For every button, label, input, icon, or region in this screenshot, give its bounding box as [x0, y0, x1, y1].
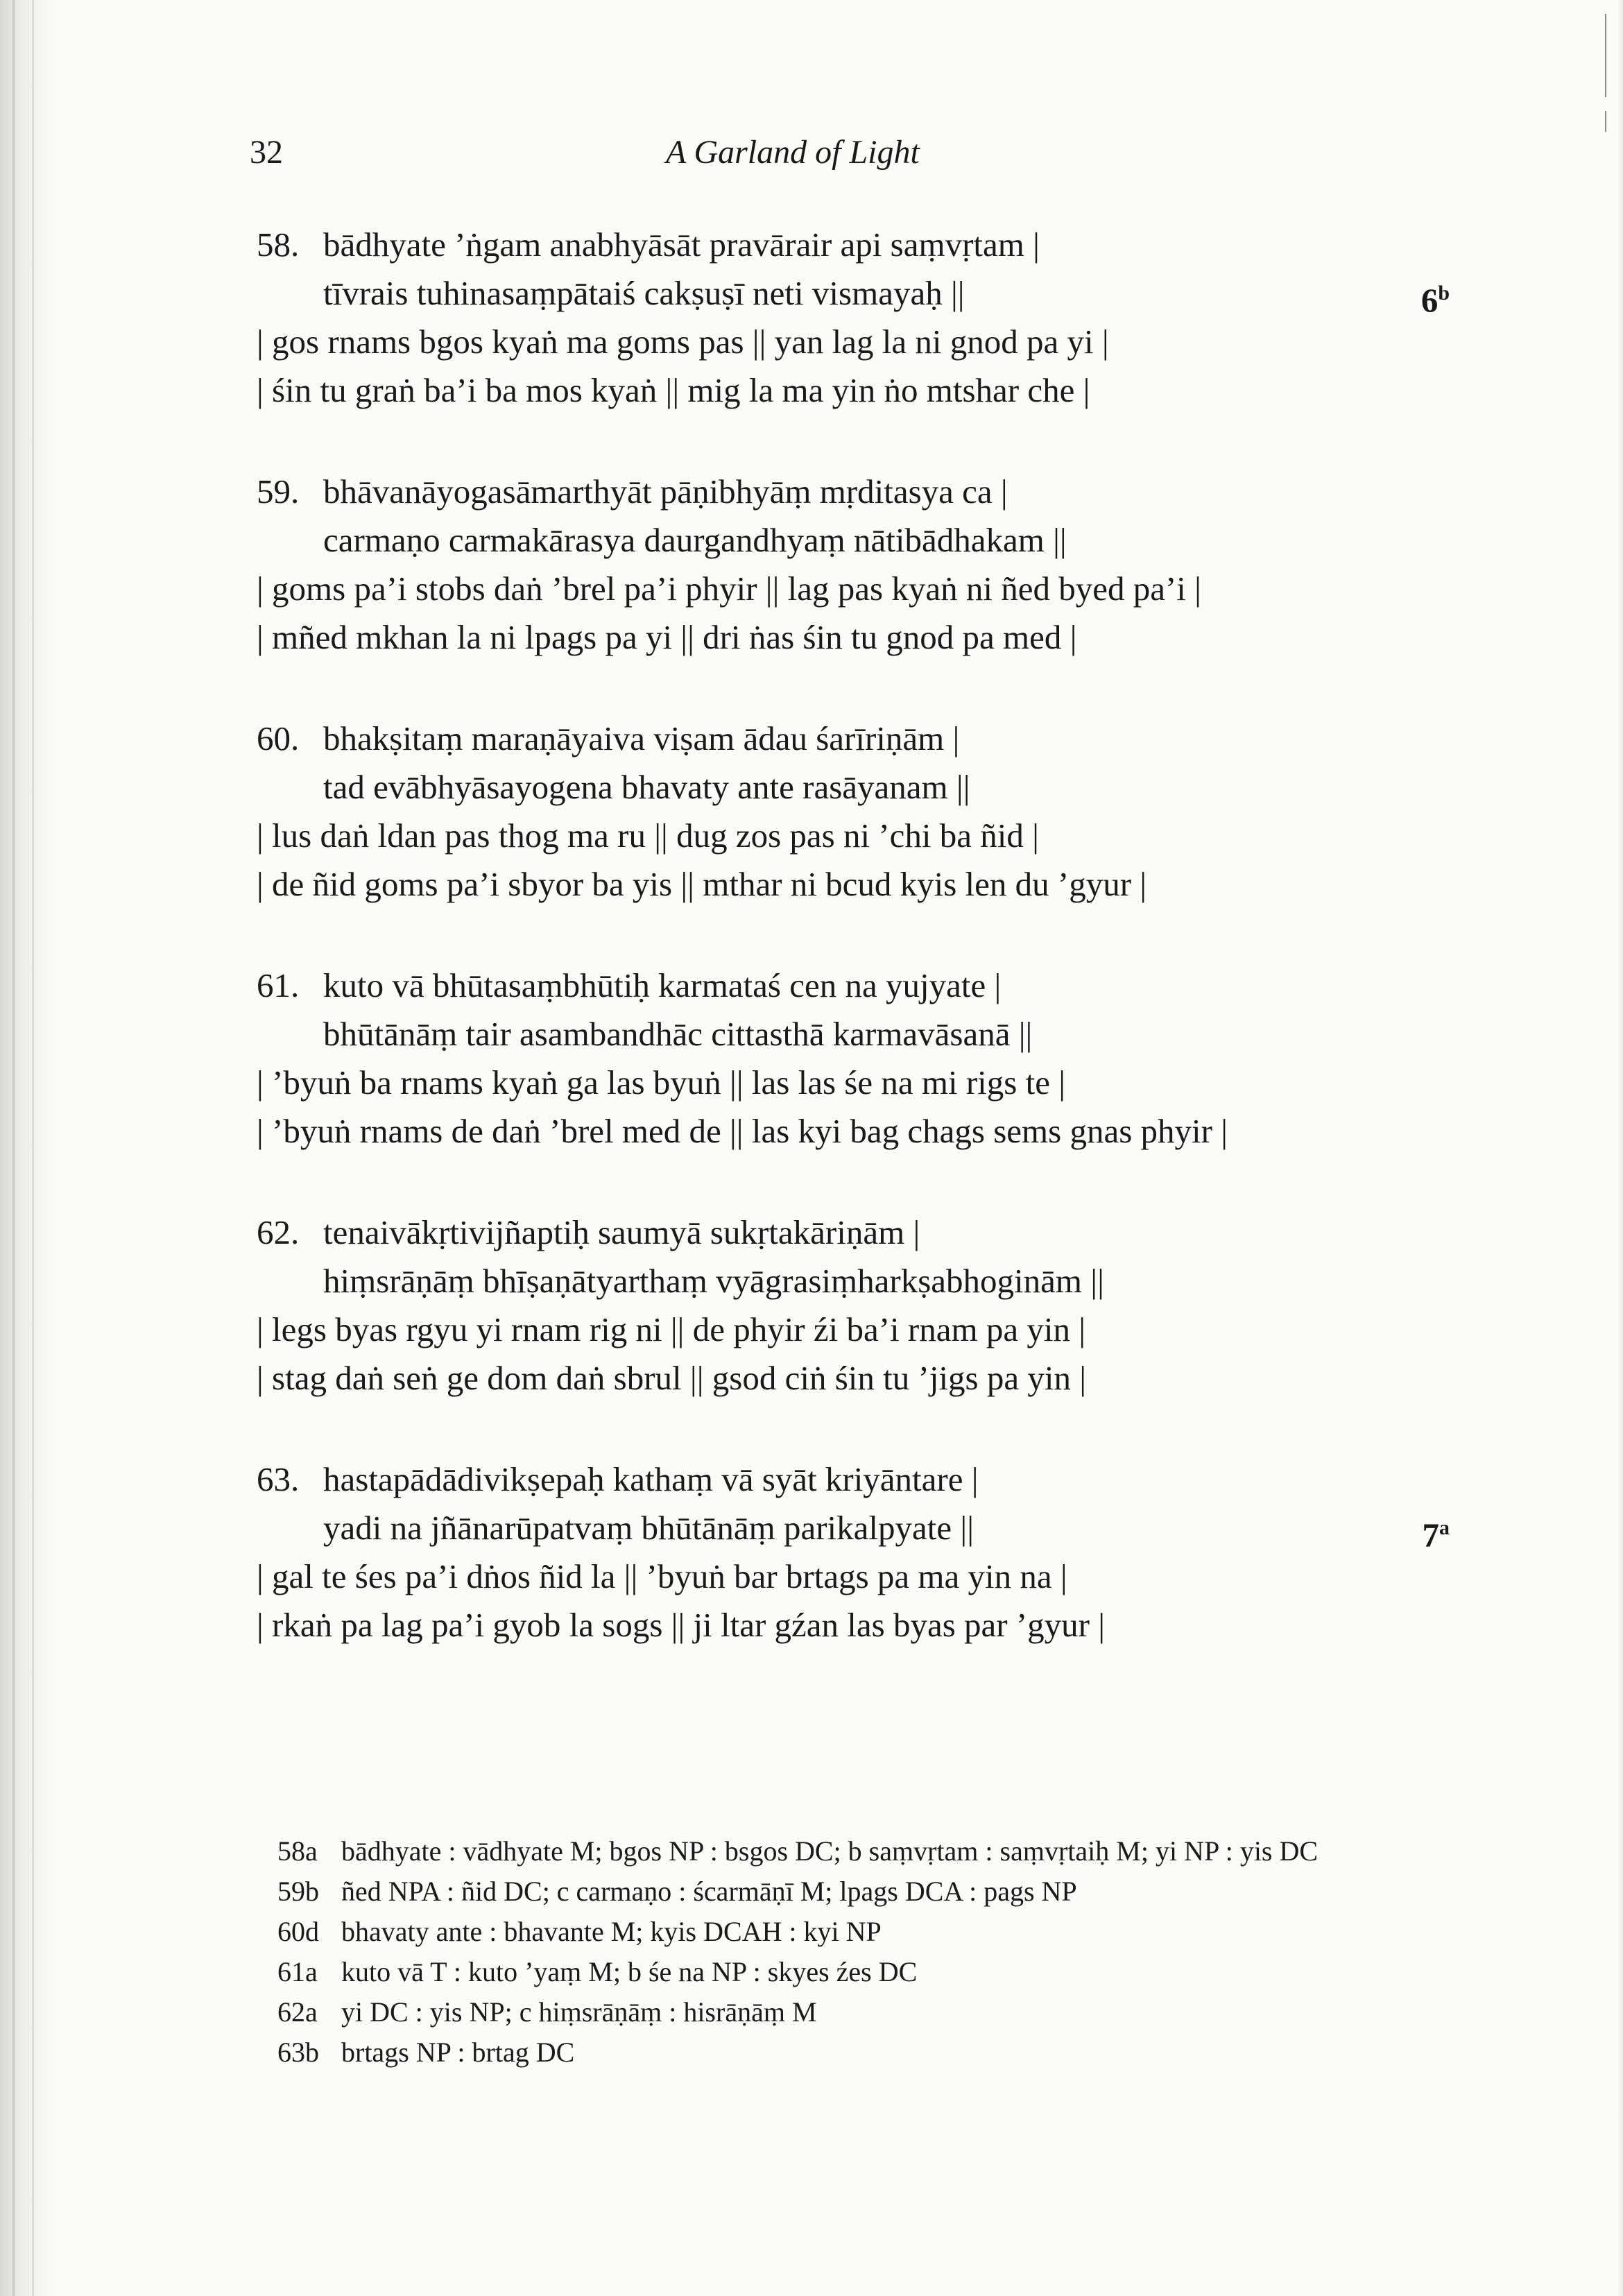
page-number: 32 — [250, 134, 283, 171]
sanskrit-line: tad evābhyāsayogena bhavaty ante rasāyanam || — [323, 768, 970, 806]
verse-number: 63. — [257, 1460, 300, 1498]
verse-number: 62. — [257, 1213, 300, 1251]
edge-mark — [1605, 111, 1606, 132]
page-right-edge — [1617, 0, 1623, 2296]
verse-61 — [257, 961, 1450, 1156]
note-text: yi DC : yis NP; c hiṃsrāṇāṃ : hisrāṇāṃ M — [341, 1996, 817, 2028]
apparatus-note — [277, 1952, 1470, 1992]
note-label: 59b — [277, 1876, 319, 1907]
tibetan-line: | de ñid goms pa’i sbyor ba yis || mthar ni bcud kyis len du ’gyur | — [257, 865, 1147, 903]
sanskrit-line: carmaṇo carmakārasya daurgandhyaṃ nātibādhakam || — [323, 521, 1067, 559]
apparatus-note — [277, 2032, 1470, 2073]
verse-62 — [257, 1208, 1450, 1403]
note-label: 60d — [277, 1916, 319, 1947]
apparatus-note — [277, 1831, 1470, 1871]
binding-gutter — [0, 0, 62, 2296]
tibetan-line: | rkaṅ pa lag pa’i gyob la sogs || ji ltar gźan las byas par ’gyur | — [257, 1606, 1106, 1644]
verse-60 — [257, 714, 1450, 909]
tibetan-line: | mñed mkhan la ni lpags pa yi || dri ṅas śin tu gnod pa med | — [257, 618, 1077, 656]
tibetan-line: | gos rnams bgos kyaṅ ma goms pas || yan lag la ni gnod pa yi | — [257, 323, 1109, 361]
sanskrit-line: bhūtānāṃ tair asambandhāc cittasthā karmavāsanā || — [323, 1015, 1033, 1053]
note-text: ñed NPA : ñid DC; c carmaṇo : ścarmāṇī M; lpags DCA : pags NP — [341, 1876, 1077, 1907]
apparatus-note — [277, 1871, 1470, 1912]
note-text: brtags NP : brtag DC — [341, 2037, 575, 2068]
sanskrit-line: tenaivākṛtivijñaptiḥ saumyā sukṛtakāriṇām | — [323, 1213, 920, 1251]
note-text: bhavaty ante : bhavante M; kyis DCAH : kyi NP — [341, 1916, 882, 1947]
folio-marker: 7$^a$ — [1422, 1516, 1450, 1554]
note-text: kuto vā T : kuto ’yaṃ M; b śe na NP : skyes źes DC — [341, 1956, 918, 1987]
sanskrit-line: tīvrais tuhinasaṃpātaiś cakṣuṣī neti vismayaḥ || — [323, 274, 965, 312]
verse-58 — [257, 221, 1450, 415]
tibetan-line: | goms pa’i stobs daṅ ’brel pa’i phyir || lag pas kyaṅ ni ñed byed pa’i | — [257, 569, 1201, 608]
apparatus-note — [277, 1912, 1470, 1952]
sanskrit-line: bādhyate ’ṅgam anabhyāsāt pravārair api saṃvṛtam | — [323, 225, 1040, 264]
note-label: 61a — [277, 1956, 318, 1987]
tibetan-line: | gal te śes pa’i dṅos ñid la || ’byuṅ bar brtags pa ma yin na | — [257, 1557, 1067, 1595]
sanskrit-line: bhakṣitaṃ maraṇāyaiva viṣam ādau śarīriṇām | — [323, 719, 960, 757]
apparatus-note — [277, 1992, 1470, 2032]
verse-number: 59. — [257, 472, 300, 511]
edge-mark — [1605, 14, 1606, 97]
critical-apparatus — [277, 1831, 1470, 2073]
running-title: A Garland of Light — [666, 134, 920, 171]
note-label: 62a — [277, 1996, 318, 2028]
binding-line — [32, 0, 34, 2296]
sanskrit-line: hastapādādivikṣepaḥ kathaṃ vā syāt kriyāntare | — [323, 1460, 979, 1498]
sanskrit-line: yadi na jñānarūpatvaṃ bhūtānāṃ parikalpyate || — [323, 1509, 974, 1547]
tibetan-line: | stag daṅ seṅ ge dom daṅ sbrul || gsod ciṅ śin tu ’jigs pa yin | — [257, 1359, 1087, 1397]
sanskrit-line: bhāvanāyogasāmarthyāt pāṇibhyāṃ mṛditasya ca | — [323, 472, 1008, 511]
verse-63 — [257, 1455, 1450, 1650]
tibetan-line: | lus daṅ ldan pas thog ma ru || dug zos pas ni ’chi ba ñid | — [257, 816, 1039, 855]
tibetan-line: | śin tu graṅ ba’i ba mos kyaṅ || mig la ma yin ṅo mtshar che | — [257, 371, 1090, 409]
verse-number: 58. — [257, 225, 300, 264]
page-header — [0, 133, 1623, 182]
folio-marker: 6$^b$ — [1420, 281, 1450, 320]
binding-line — [12, 0, 15, 2296]
note-label: 63b — [277, 2037, 319, 2068]
note-text: bādhyate : vādhyate M; bgos NP : bsgos DC; b saṃvṛtam : saṃvṛtaiḥ M; yi NP : yis DC — [341, 1835, 1319, 1867]
tibetan-line: | legs byas rgyu yi rnam rig ni || de phyir źi ba’i rnam pa yin | — [257, 1310, 1086, 1348]
sanskrit-line: kuto vā bhūtasaṃbhūtiḥ karmataś cen na yujyate | — [323, 966, 1002, 1004]
note-label: 58a — [277, 1835, 318, 1867]
verse-number: 60. — [257, 719, 300, 757]
tibetan-line: | ’byuṅ ba rnams kyaṅ ga las byuṅ || las las śe na mi rigs te | — [257, 1063, 1065, 1102]
verse-list — [257, 221, 1450, 1702]
tibetan-line: | ’byuṅ rnams de daṅ ’brel med de || las kyi bag chags sems gnas phyir | — [257, 1112, 1228, 1150]
verse-59 — [257, 468, 1450, 662]
sanskrit-line: hiṃsrāṇāṃ bhīṣaṇātyarthaṃ vyāgrasiṃharkṣabhoginām || — [323, 1262, 1104, 1300]
verse-number: 61. — [257, 966, 300, 1004]
